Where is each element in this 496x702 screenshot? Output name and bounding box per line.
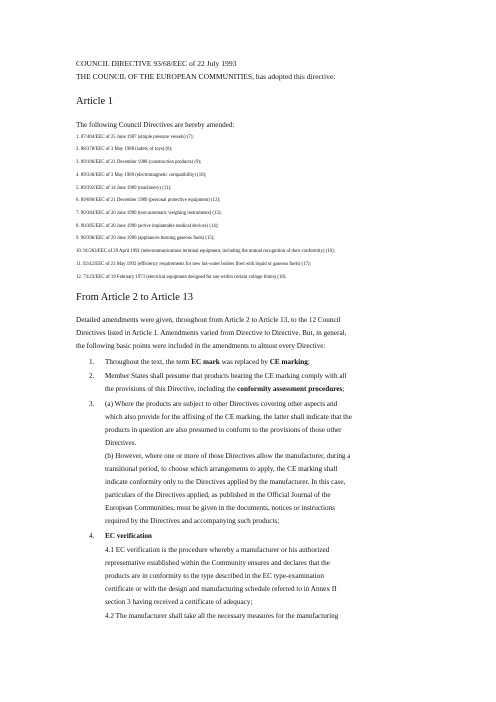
term-conformity-assessment: conformity assessment procedures [237, 385, 343, 393]
ec-verification-heading: EC verification [105, 532, 152, 540]
term-ec-mark: EC mark [191, 358, 220, 366]
list-item-3-line: (a) Where the products are subject to other Directives covering other aspects and [105, 400, 338, 408]
term-ce-marking: CE marking [269, 358, 308, 366]
section2-paragraph-line: the following basic points were included in the amendments to almost every Directive: [76, 342, 326, 350]
section2-heading: From Article 2 to Article 13 [76, 292, 193, 303]
list-item-4-line: representative established within the Community ensures and declares that the [105, 559, 330, 567]
amended-directive-item: 2. 88/378/EEC of 3 May 1988 (safety of toys) (8); [76, 147, 173, 152]
amended-directive-item: 4. 89/336/EEC of 3 May 1989 (electromagnetic compatibility) (10); [76, 173, 207, 178]
amended-directive-item: 7. 90/384/EEC of 20 June 1990 (non-automatic weighing instruments) (13); [76, 211, 222, 216]
amended-directive-item: 11. 92/42/EEC of 21 May 1992 (efficiency requirements for new hot-water boilers fired with liquid or gaseous fuels) (17); [76, 262, 311, 267]
list-item-3-line: transitional period, to choose which arrangements to apply, the CE marking shall [105, 465, 338, 473]
amended-directive-item: 8. 90/385/EEC of 20 June 1990 (active implantable medical devices) (14); [76, 224, 219, 229]
amended-directive-item: 1. 87/404/EEC of 25 June 1987 (simple pressure vessels) (7); [76, 135, 194, 140]
amended-directive-item: 3. 89/106/EEC of 21 December 1988 (construction products) (9); [76, 160, 202, 165]
list-item-2-line: Member States shall presume that products bearing the CE marking comply with all [105, 372, 347, 380]
list-item-3-line: Directives. [105, 439, 137, 447]
list-item-4-line: 4.1 EC verification is the procedure whereby a manufacturer or his authorized [105, 546, 330, 554]
amended-directive-item: 12. 73/23/EEC of 19 February 1973 (electrical equipment designed for use within certain voltage limits) (18). [76, 275, 287, 280]
amended-directive-item: 9. 90/396/EEC of 29 June 1990 (appliances burning gaseous fuels) (15); [76, 236, 215, 241]
list-item-3-line: particulars of the Directives applied, as published in the Official Journal of the [105, 491, 331, 499]
list-number: 2. [89, 372, 95, 380]
adoption-statement: THE COUNCIL OF THE EUROPEAN COMMUNITIES, has adopted this directive: [76, 72, 336, 81]
list-item-1: Throughout the text, the term EC mark was replaced by CE marking; [105, 358, 310, 366]
list-number: 4. [89, 532, 95, 540]
list-number: 3. [89, 400, 95, 408]
list-item-4-line: certificate or with the design and manufacturing schedule referred to in Annex II [105, 585, 337, 593]
list-item-3-line: European Communities, must be given in the documents, notices or instructions [105, 504, 335, 512]
list-item-3-line: (b) However, where one or more of those Directives allow the manufacturer, during a [105, 452, 351, 460]
list-item-2-line: the provisions of this Directive, including the conformity assessment procedures; [105, 385, 345, 393]
list-item-4-line: section 3 having received a certificate of adequacy; [105, 598, 253, 606]
article1-heading: Article 1 [76, 96, 114, 107]
list-number: 1. [89, 358, 95, 366]
amended-directive-item: 6. 89/686/EEC of 21 December 1989 (personal protective equipment) (12); [76, 198, 221, 203]
list-item-3-line: which also provide for the affixing of the CE marking, the latter shall indicate that the [105, 413, 352, 421]
section2-paragraph-line: Detailed amendments were given, throughout from Article 2 to Article 13, to the 12 Council [76, 316, 341, 324]
article1-intro: The following Council Directives are hereby amended: [76, 121, 235, 129]
list-item-3-line: products in question are also presumed to conform to the provisions of those other [105, 426, 342, 434]
list-item-4-line: products are in conformity to the type described in the EC type-examination [105, 572, 324, 580]
amended-directive-item: 5. 89/392/EEC of 14 June 1989 (machinery) (11); [76, 186, 172, 191]
list-item-3-line: indicate conformity only to the Directives applied by the manufacturer. In this case, [105, 478, 346, 486]
list-item-3-line: required by the Directives and accompanying such products; [105, 517, 280, 525]
directive-title: COUNCIL DIRECTIVE 93/68/EEC of 22 July 1993 [76, 59, 237, 68]
amended-directive-item: 10. 91/263/EEC of 29 April 1991 (telecommunications terminal equipment, including the mutual recognition of their conformity) (16); [76, 249, 335, 254]
list-item-4-line: 4.2 The manufacturer shall take all the necessary measures for the manufacturing [105, 612, 339, 620]
section2-paragraph-line: Directives listed in Article 1. Amendments varied from Directive to Directive. But, in general, [76, 329, 347, 337]
